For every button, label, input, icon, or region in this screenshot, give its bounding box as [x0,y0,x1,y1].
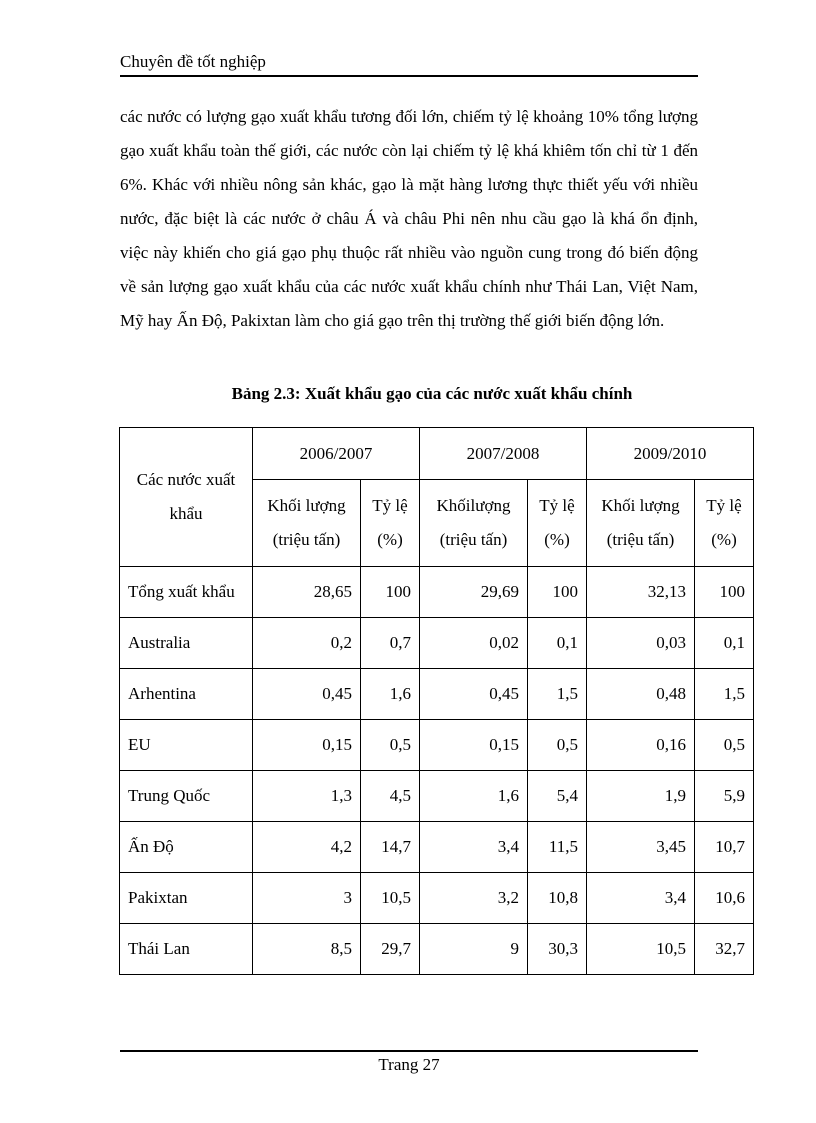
share-cell: 11,5 [528,822,587,873]
volume-cell: 8,5 [253,924,361,975]
country-column-header: Các nước xuất khẩu [120,428,253,567]
share-cell: 29,7 [361,924,420,975]
country-cell: Thái Lan [120,924,253,975]
share-cell: 1,6 [361,669,420,720]
volume-header: Khối lượng (triệu tấn) [587,480,695,567]
volume-cell: 1,6 [420,771,528,822]
volume-cell: 0,45 [420,669,528,720]
volume-cell: 10,5 [587,924,695,975]
share-header: Tỷ lệ (%) [695,480,754,567]
table-caption: Bảng 2.3: Xuất khẩu gạo của các nước xuất khẩu chính [231,384,633,403]
share-cell: 10,6 [695,873,754,924]
volume-cell: 1,3 [253,771,361,822]
year-header: 2009/2010 [587,428,754,480]
share-cell: 10,8 [528,873,587,924]
share-header: Tỷ lệ (%) [361,480,420,567]
volume-cell: 0,16 [587,720,695,771]
table-row [120,618,754,669]
share-cell: 1,5 [528,669,587,720]
country-cell: EU [120,720,253,771]
share-cell: 10,5 [361,873,420,924]
volume-header: Khốilượng (triệu tấn) [420,480,528,567]
share-cell: 0,5 [528,720,587,771]
share-cell: 0,5 [361,720,420,771]
volume-cell: 3,4 [587,873,695,924]
volume-cell: 0,03 [587,618,695,669]
share-cell: 0,5 [695,720,754,771]
body-paragraph: các nước có lượng gạo xuất khẩu tương đối lớn, chiếm tỷ lệ khoảng 10% tổng lượng gạo xuất khẩu toàn thế giới, các nước còn lại chiếm tỷ lệ khá khiêm tốn chỉ từ 1 đến 6%. Khác với nhiều nông sản khác, gạo là mặt hàng lương thực thiết yếu với nhiều nước, đặc biệt là các nước ở châu Á và châu Phi nên nhu cầu gạo là khá ổn định, việc này khiến cho giá gạo phụ thuộc rất nhiều vào nguồn cung trong đó biến động về sản lượng gạo xuất khẩu của các nước xuất khẩu chính như Thái Lan, Việt Nam, Mỹ hay Ấn Độ, Pakixtan làm cho giá gạo trên thị trường thế giới biến động lớn. [120,107,698,330]
volume-cell: 29,69 [420,567,528,618]
table-row [120,873,754,924]
country-cell: Ấn Độ [120,822,253,873]
country-cell: Pakixtan [120,873,253,924]
table-row [120,822,754,873]
volume-cell: 3,4 [420,822,528,873]
country-cell: Arhentina [120,669,253,720]
share-cell: 10,7 [695,822,754,873]
table-row [120,924,754,975]
year-header: 2006/2007 [253,428,420,480]
share-cell: 1,5 [695,669,754,720]
share-header: Tỷ lệ (%) [528,480,587,567]
volume-cell: 3 [253,873,361,924]
share-cell: 4,5 [361,771,420,822]
volume-cell: 4,2 [253,822,361,873]
volume-cell: 1,9 [587,771,695,822]
rice-export-table [119,427,754,975]
country-cell: Trung Quốc [120,771,253,822]
year-header: 2007/2008 [420,428,587,480]
volume-cell: 28,65 [253,567,361,618]
footer-rule [120,1050,698,1052]
page-number: Trang 27 [378,1055,440,1074]
volume-cell: 0,48 [587,669,695,720]
volume-cell: 0,02 [420,618,528,669]
share-cell: 100 [361,567,420,618]
volume-cell: 0,45 [253,669,361,720]
share-cell: 100 [695,567,754,618]
volume-cell: 0,2 [253,618,361,669]
volume-cell: 3,45 [587,822,695,873]
table-row [120,567,754,618]
share-cell: 5,9 [695,771,754,822]
country-cell: Australia [120,618,253,669]
page-header: Chuyên đề tốt nghiệp [120,52,698,77]
table-row [120,720,754,771]
volume-cell: 32,13 [587,567,695,618]
share-cell: 0,7 [361,618,420,669]
volume-header: Khối lượng (triệu tấn) [253,480,361,567]
share-cell: 5,4 [528,771,587,822]
volume-cell: 3,2 [420,873,528,924]
share-cell: 30,3 [528,924,587,975]
volume-cell: 0,15 [253,720,361,771]
share-cell: 0,1 [695,618,754,669]
share-cell: 100 [528,567,587,618]
volume-cell: 0,15 [420,720,528,771]
table-row [120,771,754,822]
table-row [120,669,754,720]
year-header-row [120,428,754,480]
volume-cell: 9 [420,924,528,975]
share-cell: 0,1 [528,618,587,669]
share-cell: 32,7 [695,924,754,975]
share-cell: 14,7 [361,822,420,873]
country-cell: Tổng xuất khẩu [120,567,253,618]
